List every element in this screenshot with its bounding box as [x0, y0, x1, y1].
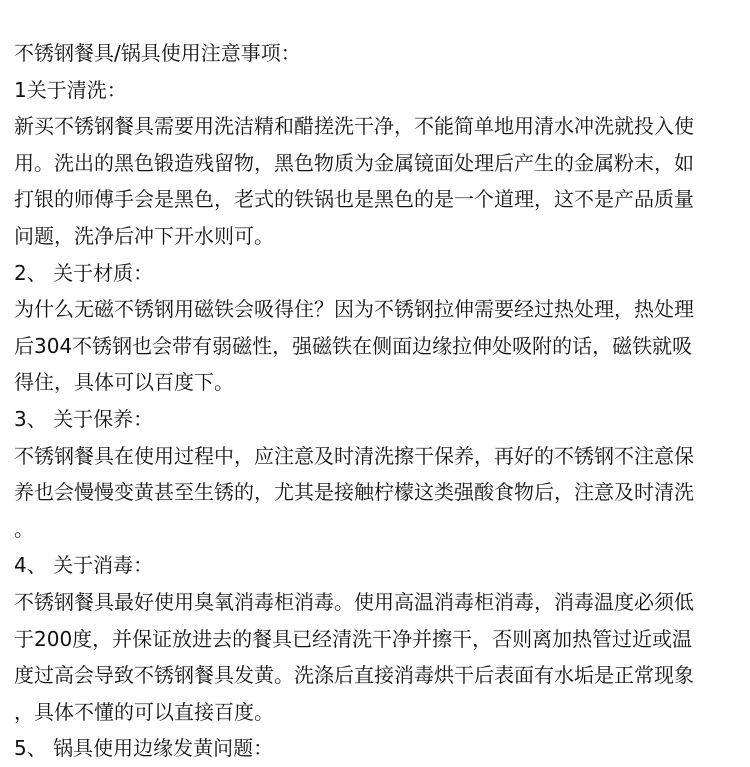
document-title: 不锈钢餐具/锅具使用注意事项： — [14, 41, 301, 65]
paragraph-line: 养也会慢慢变黄甚至生锈的，尤其是接触柠檬这类强酸食物后，注意及时清洗 — [14, 480, 694, 505]
paragraph-line: 得住，具体可以百度下。 — [14, 370, 234, 395]
paragraph-line: 于200度，并保证放进去的餐具已经清洗干净并擦干，否则离加热管过近或温 — [14, 626, 693, 651]
paragraph-line: 度过高会导致不锈钢餐具发黄。洗涤后直接消毒烘干后表面有水垢是正常现象 — [14, 663, 694, 688]
paragraph-line: ，具体不懂的可以直接百度。 — [14, 699, 274, 724]
paragraph-line: 。 — [14, 516, 34, 541]
paragraph-line: 不锈钢餐具在使用过程中，应注意及时清洗擦干保养，再好的不锈钢不注意保 — [14, 443, 694, 468]
section-heading-pot-edge-yellowing: 5、 锅具使用边缘发黄问题： — [14, 736, 274, 761]
paragraph-line: 后304不锈钢也会带有弱磁性，强磁铁在侧面边缘拉伸处吸附的话，磁铁就吸 — [14, 333, 693, 358]
section-heading-material: 2、 关于材质： — [14, 260, 154, 285]
section-heading-maintenance: 3、 关于保养： — [14, 406, 154, 431]
paragraph-line: 新买不锈钢餐具需要用洗洁精和醋搓洗干净，不能简单地用清水冲洗就投入使 — [14, 114, 694, 139]
paragraph-line: 为什么无磁不锈钢用磁铁会吸得住？因为不锈钢拉伸需要经过热处理，热处理 — [14, 297, 694, 322]
paragraph-line: 不锈钢餐具最好使用臭氧消毒柜消毒。使用高温消毒柜消毒，消毒温度必须低 — [14, 589, 694, 614]
paragraph-line: 打银的师傅手会是黑色，老式的铁锅也是黑色的是一个道理，这不是产品质量 — [14, 187, 694, 212]
paragraph-line: 用。洗出的黑色锻造残留物，黑色物质为金属镜面处理后产生的金属粉末，如 — [14, 150, 694, 175]
section-heading-disinfection: 4、 关于消毒： — [14, 553, 154, 578]
paragraph-line: 问题，洗净后冲下开水则可。 — [14, 223, 274, 248]
section-heading-cleaning: 1关于清洗： — [14, 77, 127, 102]
